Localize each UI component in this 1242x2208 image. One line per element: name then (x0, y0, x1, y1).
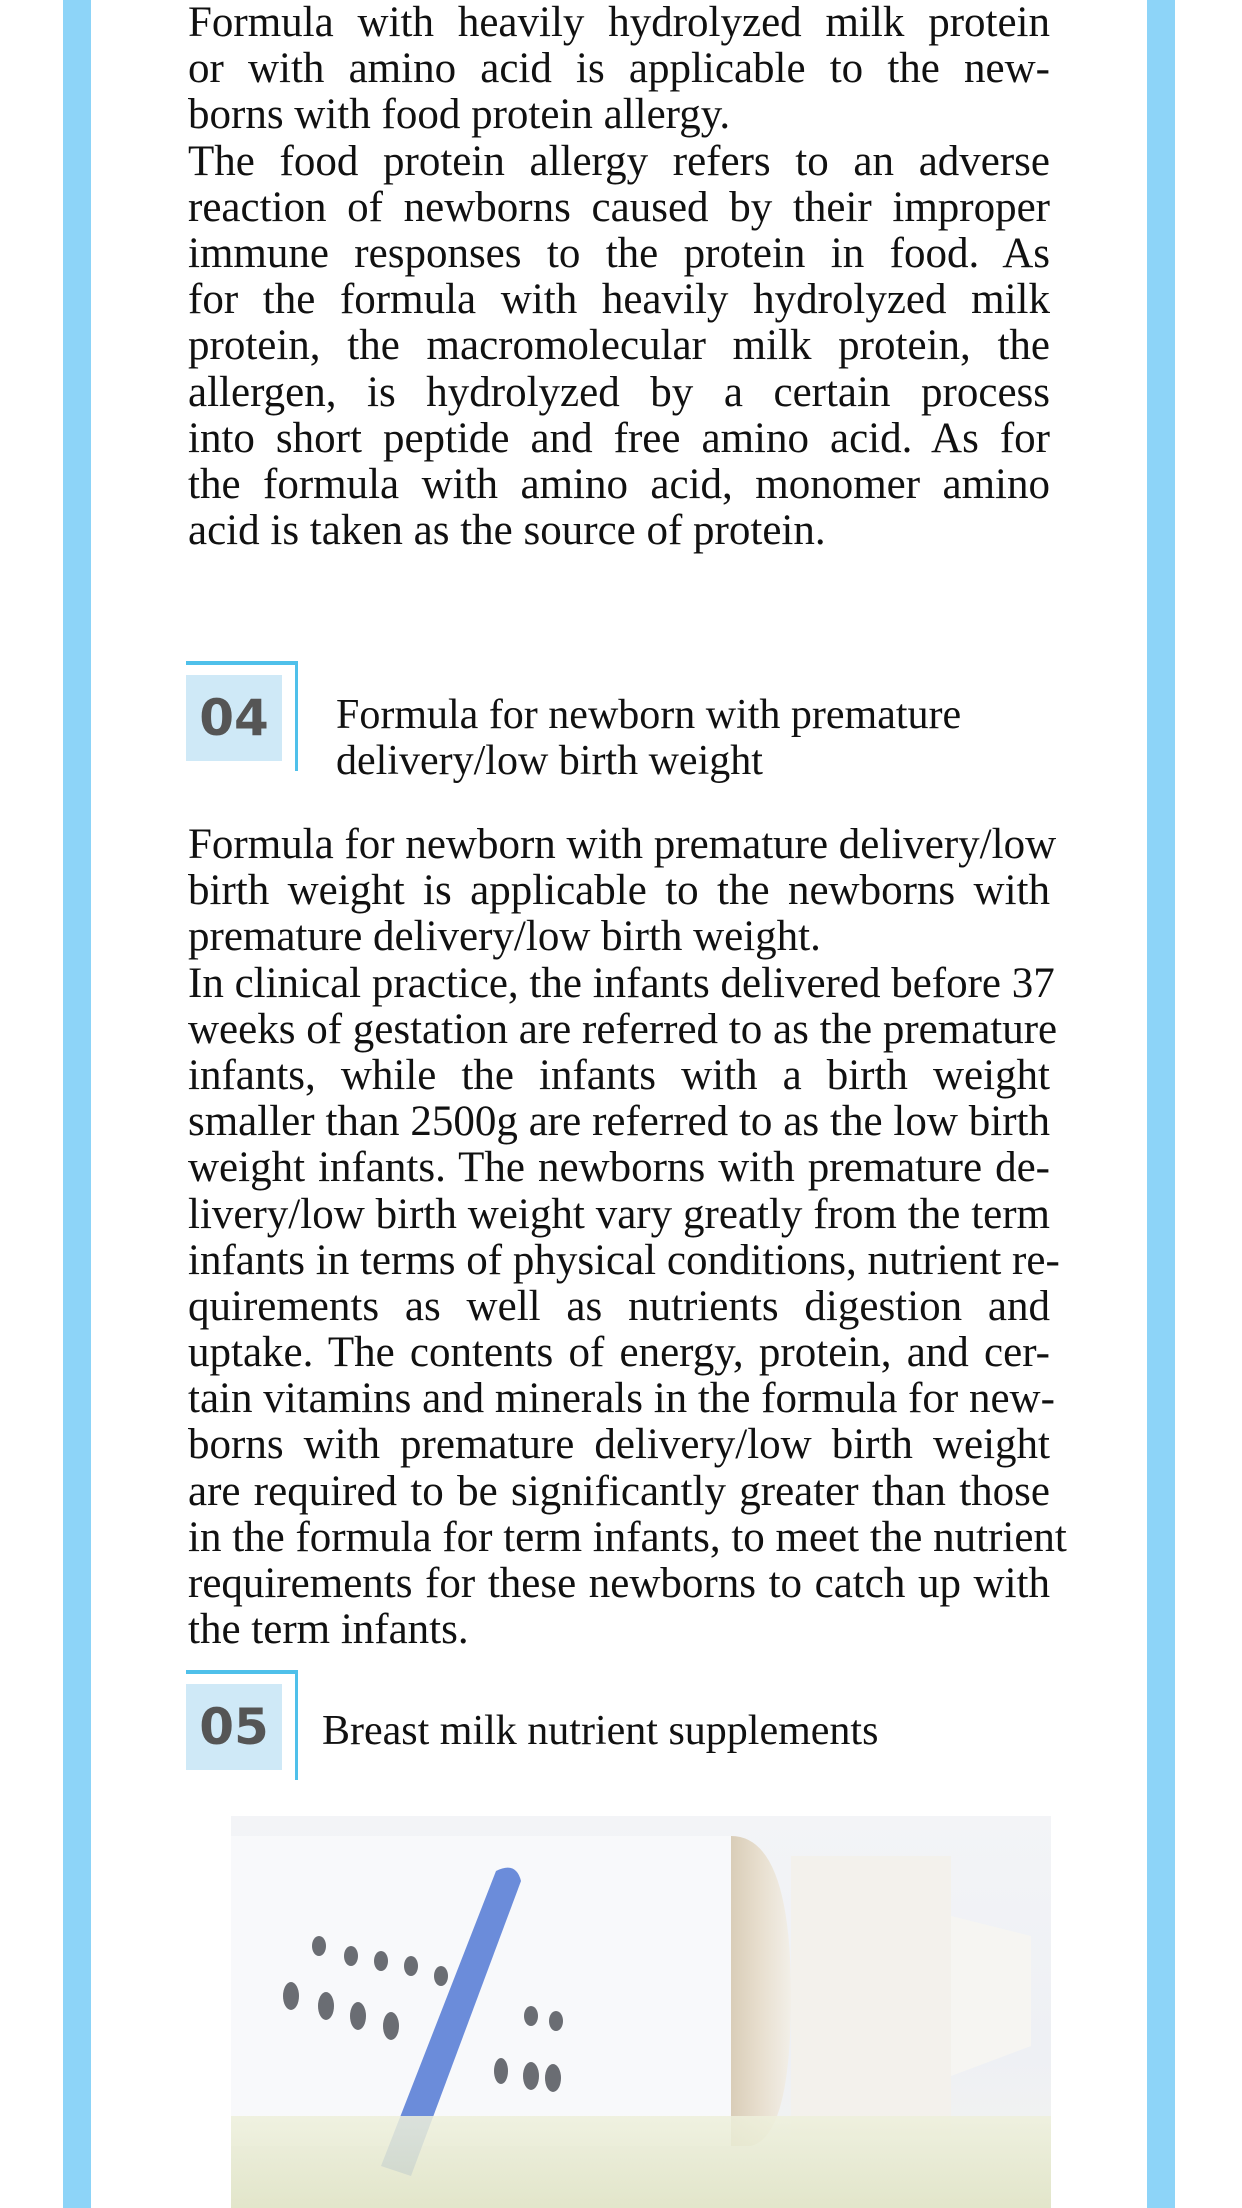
section-badge-05 (186, 1670, 298, 1780)
body-text-line: The food protein allergy refers to an adverse (188, 137, 1050, 185)
section-5-title: Breast milk nutrient supplements (322, 1708, 879, 1754)
body-text-line: in the formula for term infants, to meet the nutrient (188, 1513, 1067, 1561)
badge-side-line (295, 661, 298, 771)
formula-powder (231, 2116, 1051, 2208)
body-text-line: birth weight is applicable to the newborns with (188, 867, 1050, 915)
section-4-title (336, 692, 961, 784)
section-4-body (188, 821, 1067, 1654)
left-border-bar (63, 0, 91, 2208)
body-text-line: infants in terms of physical conditions, nutrient re- (188, 1236, 1060, 1284)
body-text-line: tain vitamins and minerals in the formula for new- (188, 1375, 1055, 1423)
bottle-illustration (231, 1816, 1051, 2208)
section-3-body (188, 0, 1050, 554)
body-text-line: livery/low birth weight vary greatly from the term (188, 1190, 1050, 1238)
body-text-line: infants, while the infants with a birth weight (188, 1051, 1050, 1099)
formula-bottle-photo (231, 1816, 1051, 2208)
body-text-line: uptake. The contents of energy, protein, and cer- (188, 1329, 1050, 1377)
badge-side-line (295, 1670, 298, 1780)
body-text-line: In clinical practice, the infants delivered before 37 (188, 959, 1055, 1007)
body-text-line: allergen, is hydrolyzed by a certain process (188, 368, 1050, 416)
badge-top-line (186, 661, 298, 665)
body-text-line: premature delivery/low birth weight. (188, 913, 821, 961)
section-4-title-line: delivery/low birth weight (336, 738, 763, 784)
body-text-line: borns with food protein allergy. (188, 91, 731, 139)
body-text-line: requirements for these newborns to catch up with (188, 1560, 1050, 1607)
body-text-line: into short peptide and free amino acid. As for (188, 414, 1050, 462)
body-text-line: for the formula with heavily hydrolyzed milk (188, 276, 1050, 324)
section-badge-04 (186, 661, 298, 771)
badge-number: 05 (186, 1684, 282, 1770)
body-text-line: acid is taken as the source of protein. (188, 507, 826, 555)
body-text-line: or with amino acid is applicable to the new- (188, 45, 1050, 93)
body-text-line: borns with premature delivery/low birth weight (188, 1421, 1050, 1469)
section-4-title-line: Formula for newborn with premature (336, 692, 962, 738)
body-text-line: Formula with heavily hydrolyzed milk protein (188, 0, 1050, 46)
body-text-line: quirements as well as nutrients digestion and (188, 1282, 1050, 1330)
body-text-line: are required to be significantly greater than those (188, 1467, 1050, 1515)
body-text-line: weight infants. The newborns with premature de- (188, 1144, 1050, 1192)
badge-top-line (186, 1670, 298, 1674)
body-text-line: protein, the macromolecular milk protein, the (188, 322, 1050, 370)
badge-number: 04 (186, 675, 282, 761)
body-text-line: the term infants. (188, 1606, 469, 1654)
body-text-line: immune responses to the protein in food. As (188, 229, 1050, 277)
body-text-line: reaction of newborns caused by their improper (188, 183, 1050, 231)
body-text-line: Formula for newborn with premature delivery/low (188, 821, 1057, 868)
body-text-line: smaller than 2500g are referred to as the low birth (188, 1098, 1050, 1146)
body-text-line: weeks of gestation are referred to as the premature (188, 1005, 1058, 1053)
right-border-bar (1147, 0, 1175, 2208)
body-text-line: the formula with amino acid, monomer amino (188, 460, 1050, 508)
